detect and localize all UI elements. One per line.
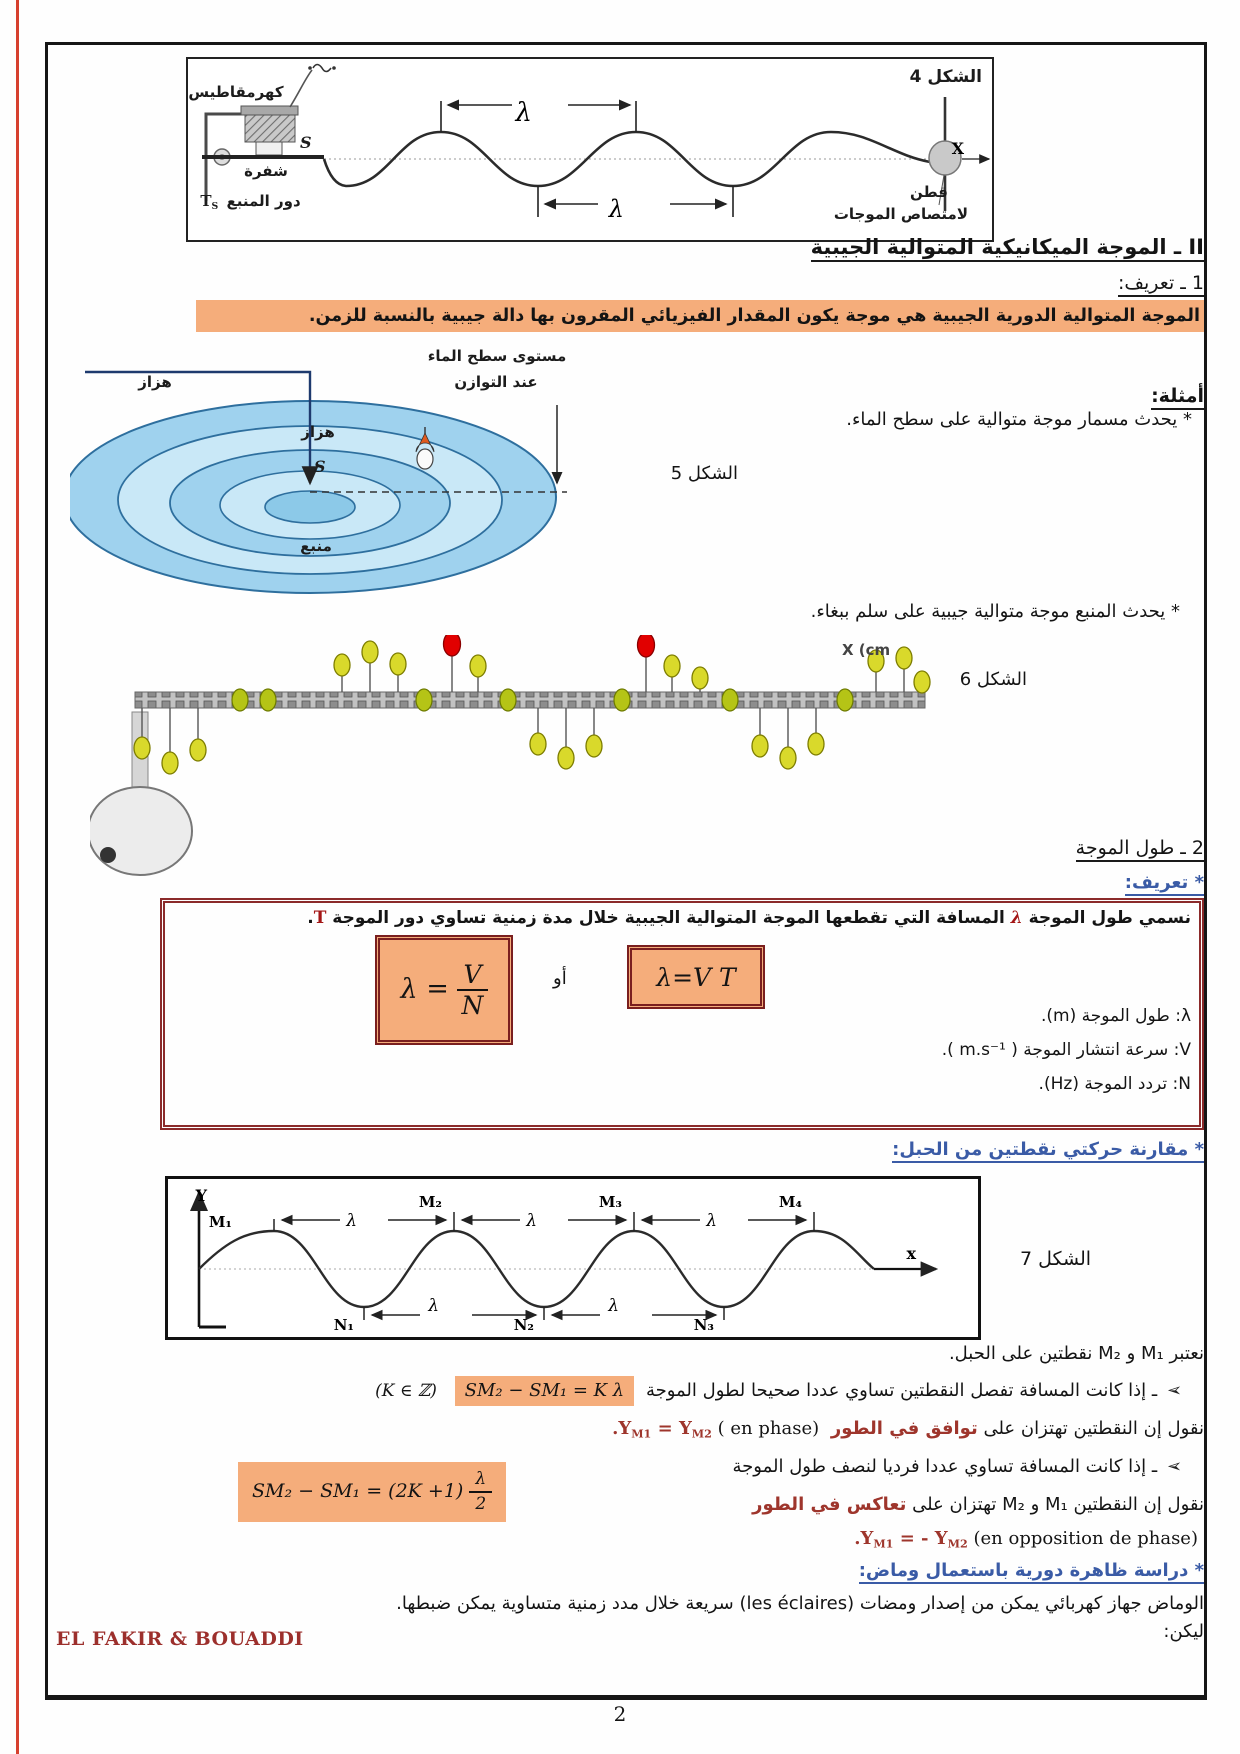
point-label-m4: M₄ <box>778 1193 802 1211</box>
point-label-n2: N₂ <box>513 1316 534 1331</box>
phase1-line: نقول إن النقطتين تهتزان على توافق في الطور $.Y_{M1} = Y_{M2}$ ( en phase) <box>612 1418 1204 1441</box>
lambda-label: λ <box>706 1211 717 1231</box>
ac-source-icon <box>313 65 331 72</box>
case1-formula: SM₂ − SM₁ = K λ <box>455 1376 635 1406</box>
lambda-label: λ <box>346 1211 357 1231</box>
electromagnet-drawing <box>241 106 298 155</box>
phase1-formula: $.Y_{M1} = Y_{M2}$ ( en phase) <box>612 1418 820 1441</box>
phase2-formula: $.Y_{M1}$ = - $Y_{M2}$ (en opposition de phase) <box>854 1528 1198 1551</box>
point-label-n3: N₃ <box>693 1316 714 1331</box>
case1-note: (K ∈ ℤ) <box>375 1381 437 1401</box>
source-period-label: دور المنبع $T_S$ <box>200 192 301 212</box>
frequency-definition: N: تردد الموجة (Hz). <box>1038 1074 1191 1094</box>
section-title: II ـ الموجة الميكانيكية المتوالية الجيبية <box>811 233 1204 261</box>
water-level-label-1: مستوى سطح الماء <box>427 347 567 365</box>
point-label-m3: M₃ <box>598 1193 622 1211</box>
figure-4 <box>186 57 994 242</box>
compare-heading: * مقارنة حركتي نقطتين من الحبل: <box>892 1138 1204 1162</box>
cotton-label-1: قطن <box>910 183 948 201</box>
lambda-label: λ <box>428 1296 439 1316</box>
ripple-ring <box>265 491 355 523</box>
electromagnet-label: كهرمقاطيس <box>188 83 284 101</box>
lambda-label: λ <box>608 195 624 223</box>
lambda-definition: λ: طول الموجة (m). <box>1040 1006 1191 1026</box>
water-level-label-2: عند التوازن <box>454 373 538 391</box>
point-label-m1: M₁ <box>208 1213 232 1231</box>
x-axis-label: X <box>951 139 964 158</box>
source-point-label: S <box>314 457 326 476</box>
vibrator-label-2: هزاز <box>301 423 335 441</box>
rope-points-diagram <box>174 1179 978 1331</box>
figure-5-caption: الشكل 5 <box>670 463 738 484</box>
case2-formula: SM₂ − SM₁ = (2K +1) $\frac{\lambda}{2}$ <box>238 1462 506 1522</box>
wavelength-definition-line: نسمي طول الموجة λ المسافة التي تقطعها الموجة المتوالية الجيبية خلال مدة زمنية تساوي دور الموجة T. <box>307 908 1191 928</box>
point-label-n1: N₁ <box>333 1316 354 1331</box>
example-2: * يحدث المنبع موجة متوالية جيبية على سلم ببغاء. <box>810 601 1180 622</box>
compare-intro: نعتبر M₁ و M₂ نقطتين على الحبل. <box>948 1343 1204 1364</box>
blade-label: شفرة <box>244 162 288 180</box>
strobe-heading: * دراسة ظاهرة دورية باستعمال وماض: <box>859 1559 1204 1583</box>
arrow-bullet: ➢ <box>1166 1456 1182 1477</box>
x-axis-label: x <box>906 1244 916 1263</box>
wavelength-def-heading: * تعريف: <box>1125 871 1204 895</box>
arrow-bullet: ➢ <box>1166 1380 1182 1401</box>
source-label: منبع <box>300 537 332 555</box>
figure-5 <box>70 345 670 617</box>
formula-box-period: λ=V T <box>627 945 765 1009</box>
speed-definition: V: سرعة انتشار الموجة ( m.s⁻¹ ). <box>941 1040 1191 1060</box>
figure-6-x-axis-label: X (cm <box>842 641 891 659</box>
red-margin-line <box>16 0 19 1754</box>
figure-7-caption: الشكل 7 <box>1020 1248 1092 1270</box>
definition-highlight: الموجة المتوالية الدورية الجيبية هي موجة يكون المقدار الفيزيائي المقرون بها دالة جيبية بالنسبة للزمن. <box>196 300 1204 332</box>
case1-line: ➢ ـ إذا كانت المسافة تفصل النقطتين تساوي عددا صحيحا لطول الموجة SM₂ − SM₁ = K λ (K ∈ ℤ) <box>369 1376 1182 1406</box>
formula-box-frequency: λ = $\frac{V}{N}$ <box>375 935 513 1045</box>
strobe-body: الوماض جهاز كهربائي يمكن من إصدار ومضات (les éclaires) سريعة خلال مدد زمنية متساوية يمكن ضبطها. <box>396 1593 1204 1614</box>
figure-7 <box>165 1176 981 1340</box>
figure-6 <box>90 635 935 883</box>
ladder-bar <box>135 692 925 708</box>
parrot-ladder-drawing <box>90 635 935 883</box>
point-label-m2: M₂ <box>418 1193 442 1211</box>
stand-foot <box>100 847 116 863</box>
page-number: 2 <box>613 1702 627 1726</box>
cotton-label-2: لامتصاص الموجات <box>833 205 968 223</box>
figure-6-caption: الشكل 6 <box>959 669 1027 690</box>
strobe-let: ليكن: <box>1163 1621 1204 1642</box>
s-point-label: S <box>300 133 312 152</box>
ac-terminal <box>332 66 336 70</box>
buoy-body <box>417 449 433 469</box>
definition-heading: 1 ـ تعريف: <box>1118 271 1204 297</box>
lambda-label: λ <box>608 1296 619 1316</box>
figure-4-caption: الشكل 4 <box>909 67 982 87</box>
y-axis-label: Y <box>195 1186 207 1205</box>
ac-terminal <box>308 66 312 70</box>
lambda-label: λ <box>526 1211 537 1231</box>
case2-line: ➢ ـ إذا كانت المسافة تساوي عددا فرديا لنصف طول الموجة <box>733 1455 1182 1479</box>
phase2-line: نقول إن النقطتين M₁ و M₂ تهتزان على تعاكس في الطور <box>752 1494 1204 1515</box>
author-footer: EL FAKIR & BOUADDI <box>56 1628 304 1650</box>
example-1: * يحدث مسمار موجة متوالية على سطح الماء. <box>846 409 1192 430</box>
vibrator-label-1: هزاز <box>138 373 172 391</box>
wavelength-definition-box <box>160 898 1204 1130</box>
red-beads <box>444 635 655 657</box>
ac-wire <box>290 70 312 107</box>
lambda-label: λ <box>515 98 532 128</box>
examples-heading: أمثلة: <box>1151 384 1204 410</box>
wavelength-heading: 2 ـ طول الموجة <box>1076 836 1204 862</box>
or-label: أو <box>553 968 567 989</box>
phase2-formula-line <box>848 1527 1204 1551</box>
